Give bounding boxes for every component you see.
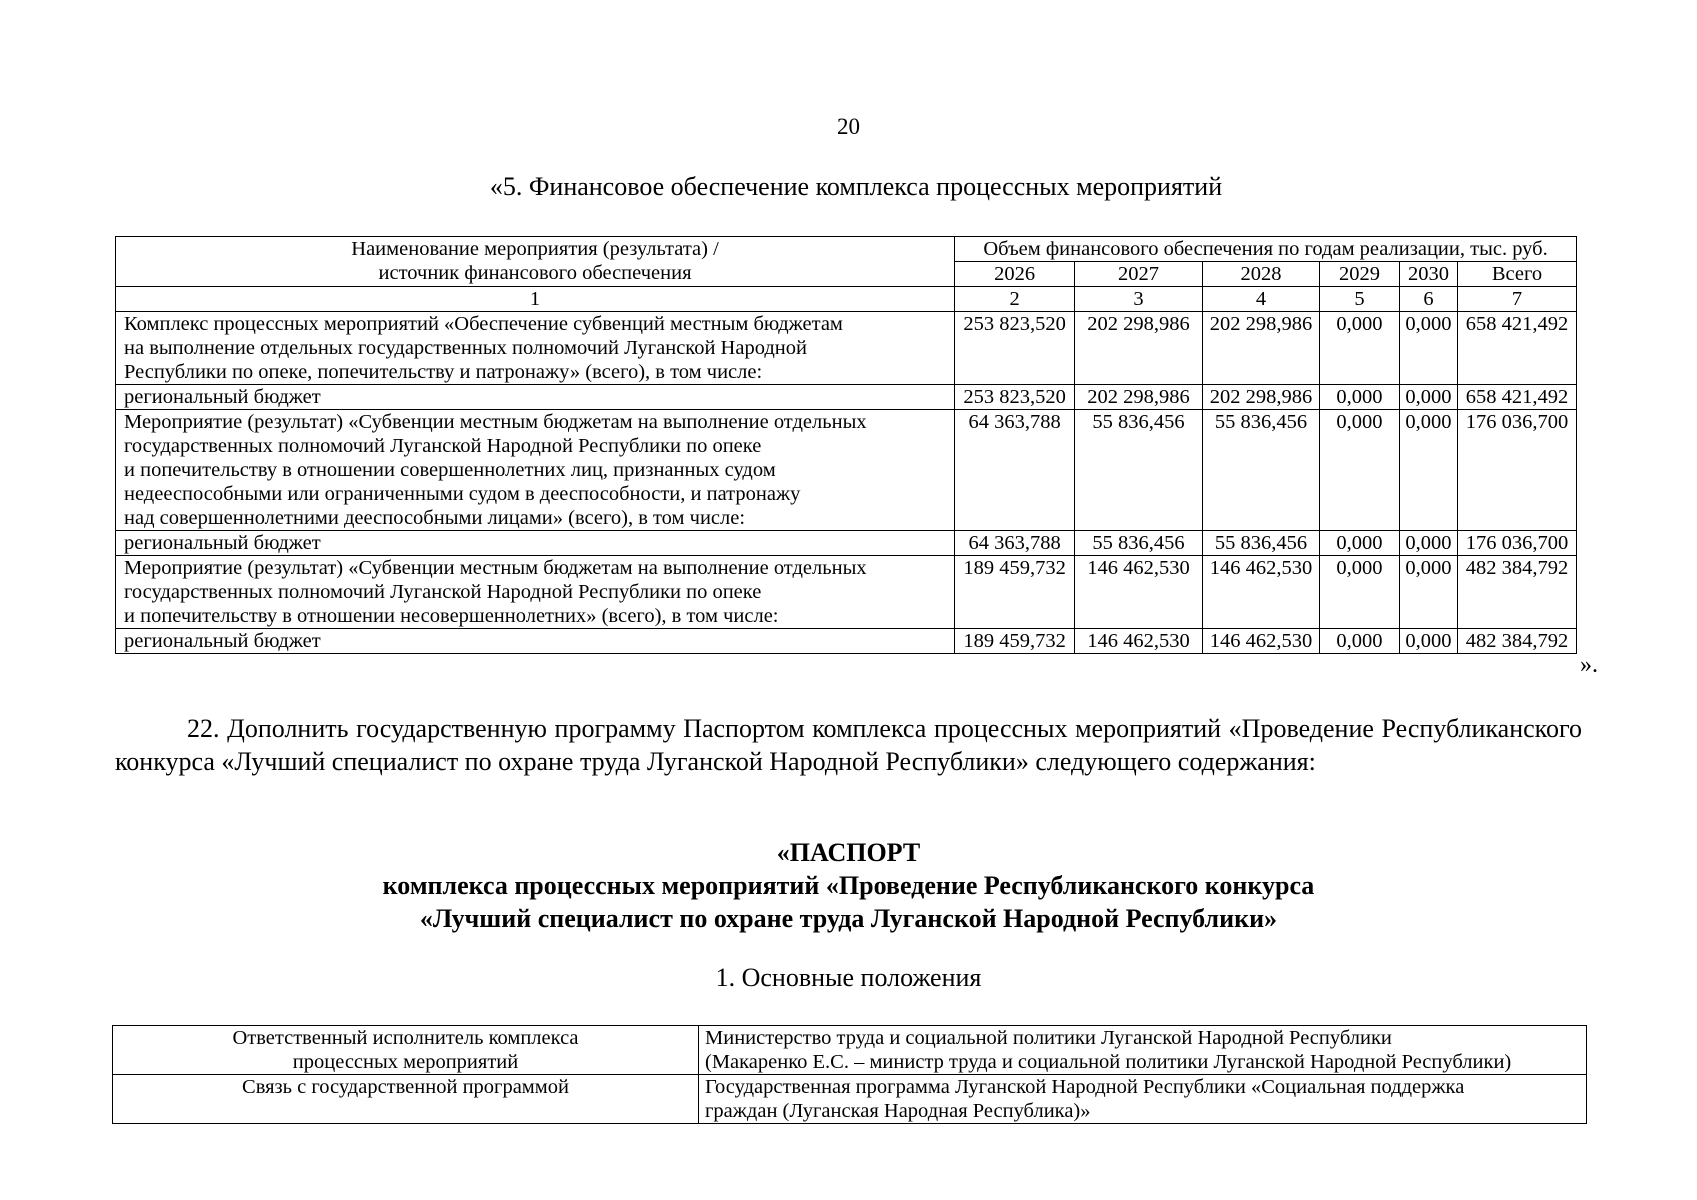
passport-title-line1: «ПАСПОРТ — [776, 838, 921, 867]
row-value: 189 459,732 — [955, 556, 1075, 629]
row-value: 0,000 — [1399, 385, 1457, 410]
row-value: 202 298,986 — [1075, 385, 1203, 410]
row-description — [116, 410, 955, 531]
row-value: 202 298,986 — [1075, 312, 1203, 385]
row-value: 658 421,492 — [1457, 385, 1576, 410]
row-value: 64 363,788 — [955, 531, 1075, 556]
table-row — [116, 385, 1577, 410]
table-row — [116, 410, 1577, 531]
row-description — [116, 312, 955, 385]
row-value: 0,000 — [1320, 629, 1400, 654]
row-description-line: региональный бюджет — [124, 386, 321, 408]
row-value: 0,000 — [1320, 556, 1400, 629]
row-value: 55 836,456 — [1203, 531, 1320, 556]
row-description-line: Республики по опеке, попечительству и патронажу» (всего), в том числе: — [124, 361, 763, 383]
year-header: 2026 — [955, 262, 1075, 287]
row-description-line: на выполнение отдельных государственных полномочий Луганской Народной — [124, 337, 807, 359]
row-value: 658 421,492 — [1457, 312, 1576, 385]
row-description-line: государственных полномочий Луганской Народной Республики по опеке — [124, 581, 762, 603]
row-description — [116, 556, 955, 629]
table-row — [116, 556, 1577, 629]
row-description-line: региональный бюджет — [124, 630, 321, 652]
info-value-line: Министерство труда и социальной политики Луганской Народной Республики — [705, 1027, 1392, 1049]
row-value: 176 036,700 — [1457, 410, 1576, 531]
row-value: 146 462,530 — [1075, 556, 1203, 629]
row-value: 0,000 — [1320, 385, 1400, 410]
row-value: 146 462,530 — [1203, 556, 1320, 629]
row-value: 0,000 — [1320, 531, 1400, 556]
row-value: 202 298,986 — [1203, 312, 1320, 385]
row-description-line: и попечительству в отношении совершеннолетних лиц, признанных судом — [124, 459, 776, 481]
table-row — [116, 531, 1577, 556]
row-value: 482 384,792 — [1457, 629, 1576, 654]
row-value: 189 459,732 — [955, 629, 1075, 654]
column-number-row — [116, 287, 1577, 312]
row-value: 0,000 — [1320, 410, 1400, 531]
row-value: 55 836,456 — [1203, 410, 1320, 531]
info-row-program-link — [113, 1075, 1587, 1124]
row-value: 55 836,456 — [1075, 531, 1203, 556]
row-value: 482 384,792 — [1457, 556, 1576, 629]
subsection-title: 1. Основные положения — [715, 963, 982, 992]
row-value: 253 823,520 — [955, 385, 1075, 410]
row-description-line: региональный бюджет — [124, 532, 321, 554]
row-description-line: недееспособными или ограниченными судом в дееспособности, и патронажу — [124, 483, 801, 505]
info-label-line: Связь с государственной программой — [242, 1076, 569, 1098]
row-description-line: государственных полномочий Луганской Народной Республики по опеке — [124, 435, 762, 457]
info-value — [699, 1075, 1587, 1124]
row-description — [116, 531, 955, 556]
info-row-executor — [113, 1026, 1587, 1075]
header-name-line1: Наименование мероприятия (результата) / — [351, 238, 719, 260]
row-value: 0,000 — [1399, 312, 1457, 385]
section-title: «5. Финансовое обеспечение комплекса процессных мероприятий — [489, 172, 1223, 201]
total-header: Всего — [1457, 262, 1576, 287]
info-value-line: Государственная программа Луганской Народной Республики «Социальная поддержка — [705, 1076, 1465, 1098]
info-value-line: (Макаренко Е.С. – министр труда и социальной политики Луганской Народной Республики) — [705, 1051, 1512, 1073]
info-label — [113, 1026, 699, 1075]
column-number: 4 — [1203, 287, 1320, 312]
info-label-line: процессных мероприятий — [292, 1051, 519, 1073]
financing-table — [115, 236, 1577, 654]
row-value: 176 036,700 — [1457, 531, 1576, 556]
page-number: 20 — [837, 114, 860, 139]
column-number: 6 — [1399, 287, 1457, 312]
year-header: 2027 — [1075, 262, 1203, 287]
column-number: 1 — [116, 287, 955, 312]
passport-title-line3: «Лучший специалист по охране труда Луганской Народной Республики» — [419, 904, 1278, 933]
paragraph-22: 22. Дополнить государственную программу Паспортом комплекса процессных мероприятий «Проведение Республиканского конкурса «Лучший специалист по охране труда Луганской Народной Республики» следующего содержания: — [115, 714, 1582, 776]
table-row — [116, 312, 1577, 385]
info-value-line: граждан (Луганская Народная Республика)» — [705, 1100, 1091, 1122]
table-header-row — [116, 237, 1577, 262]
year-header: 2028 — [1203, 262, 1320, 287]
row-description-line: над совершеннолетними дееспособными лицами» (всего), в том числе: — [124, 507, 746, 529]
year-header: 2029 — [1320, 262, 1400, 287]
row-description-line: Мероприятие (результат) «Субвенции местным бюджетам на выполнение отдельных — [124, 411, 867, 433]
row-value: 0,000 — [1399, 629, 1457, 654]
header-volume: Объем финансового обеспечения по годам реализации, тыс. руб. — [955, 237, 1577, 262]
row-value: 64 363,788 — [955, 410, 1075, 531]
row-value: 146 462,530 — [1075, 629, 1203, 654]
column-number: 2 — [955, 287, 1075, 312]
column-number: 7 — [1457, 287, 1576, 312]
row-value: 253 823,520 — [955, 312, 1075, 385]
row-description-line: и попечительству в отношении несовершеннолетних» (всего), в том числе: — [124, 605, 779, 627]
row-description-line: Комплекс процессных мероприятий «Обеспечение субвенций местным бюджетам — [124, 313, 843, 335]
year-header: 2030 — [1399, 262, 1457, 287]
row-value: 202 298,986 — [1203, 385, 1320, 410]
row-value: 0,000 — [1320, 312, 1400, 385]
table-row — [116, 629, 1577, 654]
column-number: 3 — [1075, 287, 1203, 312]
row-description — [116, 629, 955, 654]
row-value: 146 462,530 — [1203, 629, 1320, 654]
closing-quote: ». — [1580, 652, 1598, 678]
info-table — [112, 1025, 1587, 1124]
header-name-line2: источник финансового обеспечения — [378, 262, 692, 284]
passport-title — [0, 836, 1697, 935]
row-value: 55 836,456 — [1075, 410, 1203, 531]
passport-title-line2: комплекса процессных мероприятий «Проведение Республиканского конкурса — [382, 871, 1315, 900]
row-value: 0,000 — [1399, 531, 1457, 556]
row-description-line: Мероприятие (результат) «Субвенции местным бюджетам на выполнение отдельных — [124, 557, 867, 579]
row-value: 0,000 — [1399, 410, 1457, 531]
header-name-cell — [116, 237, 955, 287]
info-label-line: Ответственный исполнитель комплекса — [232, 1027, 579, 1049]
column-number: 5 — [1320, 287, 1400, 312]
row-value: 0,000 — [1399, 556, 1457, 629]
row-description — [116, 385, 955, 410]
info-value — [699, 1026, 1587, 1075]
financing-rows — [116, 312, 1577, 654]
info-label — [113, 1075, 699, 1124]
